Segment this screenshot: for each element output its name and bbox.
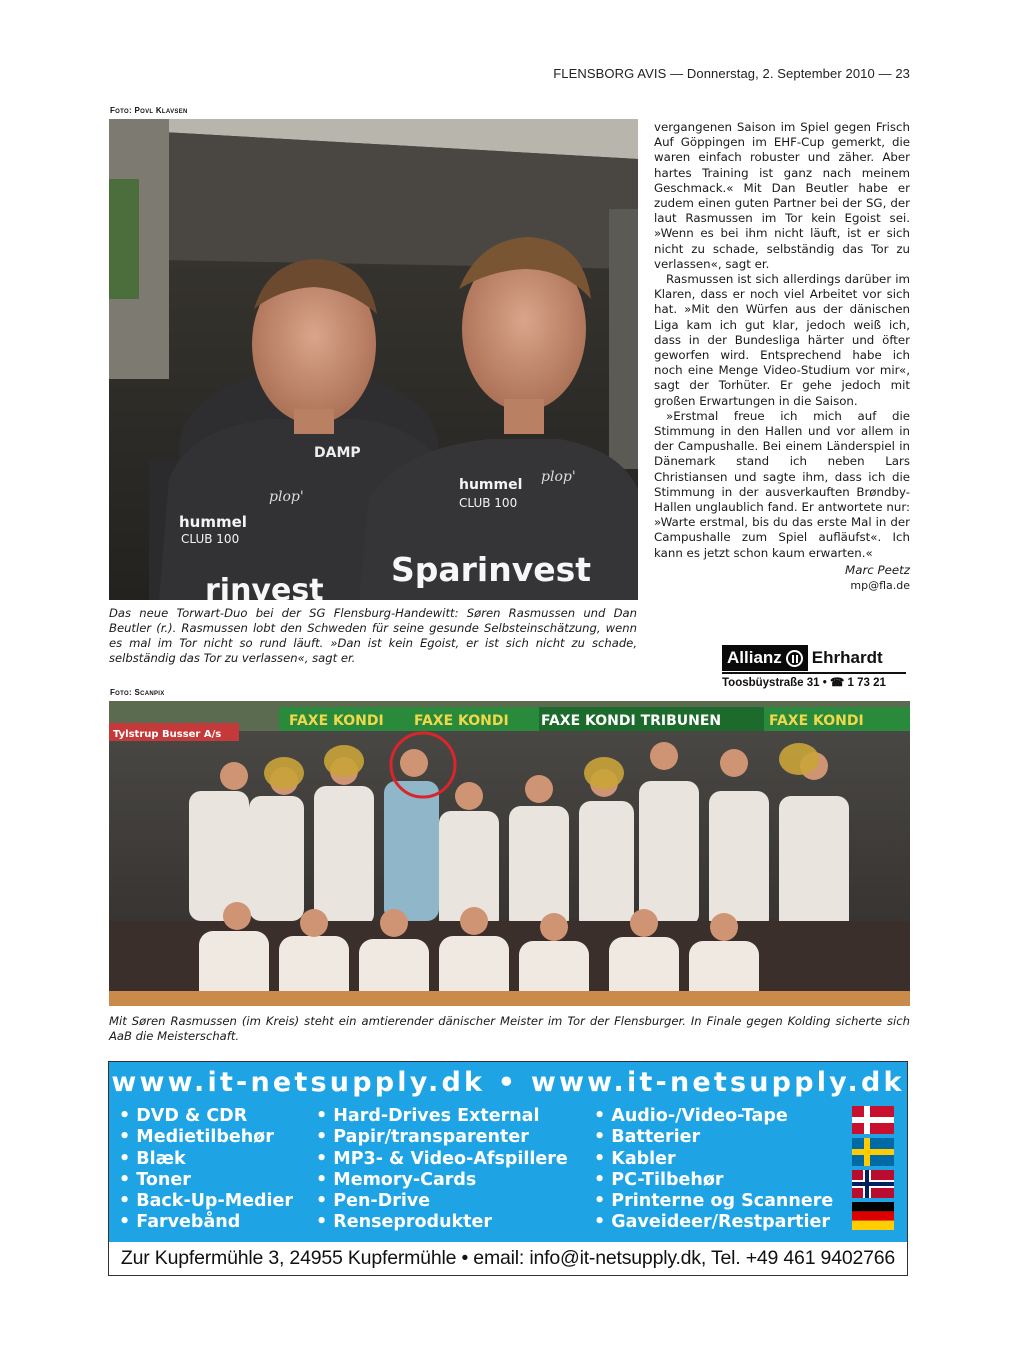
netsupply-contact-line: Zur Kupfermühle 3, 24955 Kupfermühle • email: info@it-netsupply.dk, Tel. +49 461 9402766 xyxy=(120,1247,896,1269)
jersey-club-right: CLUB 100 xyxy=(459,496,518,510)
banner-faxe-2: FAXE KONDI xyxy=(414,713,509,729)
netsupply-url-line: www.it-netsupply.dk • www.it-netsupply.dk xyxy=(111,1067,905,1098)
allianz-ad xyxy=(722,645,906,689)
netsupply-col-3 xyxy=(594,1106,833,1234)
photo-caption-2: Mit Søren Rasmussen (im Kreis) steht ein amtierender dänischer Meister im Tor der Flensburger. In Finale gegen Kolding sicherte sich AaB die Meisterschaft. xyxy=(109,1014,910,1043)
allianz-brand xyxy=(722,645,808,671)
list-item: • Farvebånd xyxy=(119,1212,293,1233)
photo-caption-1: Das neue Torwart-Duo bei der SG Flensburg-Handewitt: Søren Rasmussen und Dan Beutler (r.). Rasmussen lobt den Schweden für seine gesunde Selbsteinschätzung, wenn es mal im Tor nicht so rund läuft. »Dan ist kein Egoist, er ist sich nicht zu schade, selbständig das Tor zu verlassen«, sagt er. xyxy=(109,606,637,665)
allianz-address: Toosbüystraße 31 • ☎ 1 73 21 xyxy=(722,677,886,689)
jersey-club-left: CLUB 100 xyxy=(181,532,240,546)
flags-group xyxy=(852,1106,894,1234)
page-header: FLENSBORG AVIS — Donnerstag, 2. September 2010 — 23 xyxy=(553,66,910,81)
list-item: • DVD & CDR xyxy=(119,1106,293,1127)
list-item: • Medietilbehør xyxy=(119,1127,293,1148)
list-item: • Printerne og Scannere xyxy=(594,1191,833,1212)
netsupply-ad-body xyxy=(109,1062,907,1242)
photo-credit-1: Foto: Povl Klavsen xyxy=(110,106,188,115)
allianz-logo-icon xyxy=(786,650,803,667)
allianz-brand-text: Allianz xyxy=(727,648,782,667)
banner-faxe-1: FAXE KONDI xyxy=(289,713,384,729)
board-tylstrup: Tylstrup Busser A/s xyxy=(113,729,222,740)
jersey-brand-left: hummel xyxy=(179,513,247,531)
list-item: • Memory-Cards xyxy=(316,1170,568,1191)
netsupply-ad xyxy=(108,1061,908,1276)
banner-faxe-4: FAXE KONDI xyxy=(769,713,864,729)
list-item: • Kabler xyxy=(594,1149,833,1170)
germany-flag-icon xyxy=(852,1202,894,1230)
jersey-sponsor-left: rinvest xyxy=(205,573,324,600)
list-item: • PC-Tilbehør xyxy=(594,1170,833,1191)
photo-credit-2: Foto: Scanpix xyxy=(110,688,165,697)
article-paragraph-1: vergangenen Saison im Spiel gegen Frisch Auf Göppingen im EHF-Cup gemerkt, die waren einfach robuster und zäher. Aber hartes Training ist ganz nach meinem Geschmack.« Mit Dan Beutler habe er zudem einen guten Partner bei der SG, der laut Rasmussen im Tor kein Egoist sei. »Wenn es bei ihm nicht läuft, ist er sich nicht zu schade, selbständig das Tor zu verlassen«, sagt er. xyxy=(654,120,910,271)
list-item: • Batterier xyxy=(594,1127,833,1148)
netsupply-col-1 xyxy=(119,1106,293,1234)
sweden-flag-icon xyxy=(852,1138,894,1166)
team-celebration-photo xyxy=(109,701,910,1006)
list-item: • Papir/transparenter xyxy=(316,1127,568,1148)
norway-flag-icon xyxy=(852,1170,894,1198)
article-author: Marc Peetz xyxy=(845,562,910,577)
list-item: • Renseprodukter xyxy=(316,1212,568,1233)
article-paragraph-2: Rasmussen ist sich allerdings darüber im Klaren, dass er noch viel Arbeitet vor sich hat. »Mit den Würfen aus der dänischen Liga kam ich gut klar, jedoch weiß ich, dass in der Bundesliga härter und öfter geworfen wird. Entsprechend habe ich noch eine Menge Video-Studium vor mir«, sagt der Torhüter. Er gehe jedoch mit großen Erwartungen in die Saison. xyxy=(654,272,910,408)
article-column xyxy=(654,120,910,593)
list-item: • MP3- & Video-Afspillere xyxy=(316,1149,568,1170)
list-item: • Back-Up-Medier xyxy=(119,1191,293,1212)
banner-faxe-tribunen: FAXE KONDI TRIBUNEN xyxy=(541,713,722,729)
jersey-sponsor-right: Sparinvest xyxy=(391,550,592,589)
article-email: mp@fla.de xyxy=(850,579,910,593)
list-item: • Blæk xyxy=(119,1149,293,1170)
plop-logo-right: plop' xyxy=(541,469,576,485)
goalkeeper-duo-photo xyxy=(109,119,638,600)
list-item: • Pen-Drive xyxy=(316,1191,568,1212)
list-item: • Hard-Drives External xyxy=(316,1106,568,1127)
list-item: • Toner xyxy=(119,1170,293,1191)
plop-logo-left: plop' xyxy=(269,489,304,505)
list-item: • Gaveideer/Restpartier xyxy=(594,1212,833,1233)
list-item: • Audio-/Video-Tape xyxy=(594,1106,833,1127)
sleeve-logo: DAMP xyxy=(314,445,361,461)
allianz-agent-name: Ehrhardt xyxy=(811,648,883,667)
netsupply-col-2 xyxy=(316,1106,568,1234)
denmark-flag-icon xyxy=(852,1106,894,1134)
article-paragraph-3: »Erstmal freue ich mich auf die Stimmung in den Hallen und vor allem in der Campushalle. Bei einem Länderspiel in Dänemark stand ich neben Lars Christiansen und sagte ihm, dass ich die Stimmung in der ausverkauften Brøndby-Hallen unglaublich fand. Er antwortete nur: »Warte erstmal, bis du das erste Mal in der Campushalle zum Spiel aufläufst«. Ich kann es jetzt schon kaum erwarten.« xyxy=(654,408,910,560)
jersey-brand-right: hummel xyxy=(459,477,523,493)
